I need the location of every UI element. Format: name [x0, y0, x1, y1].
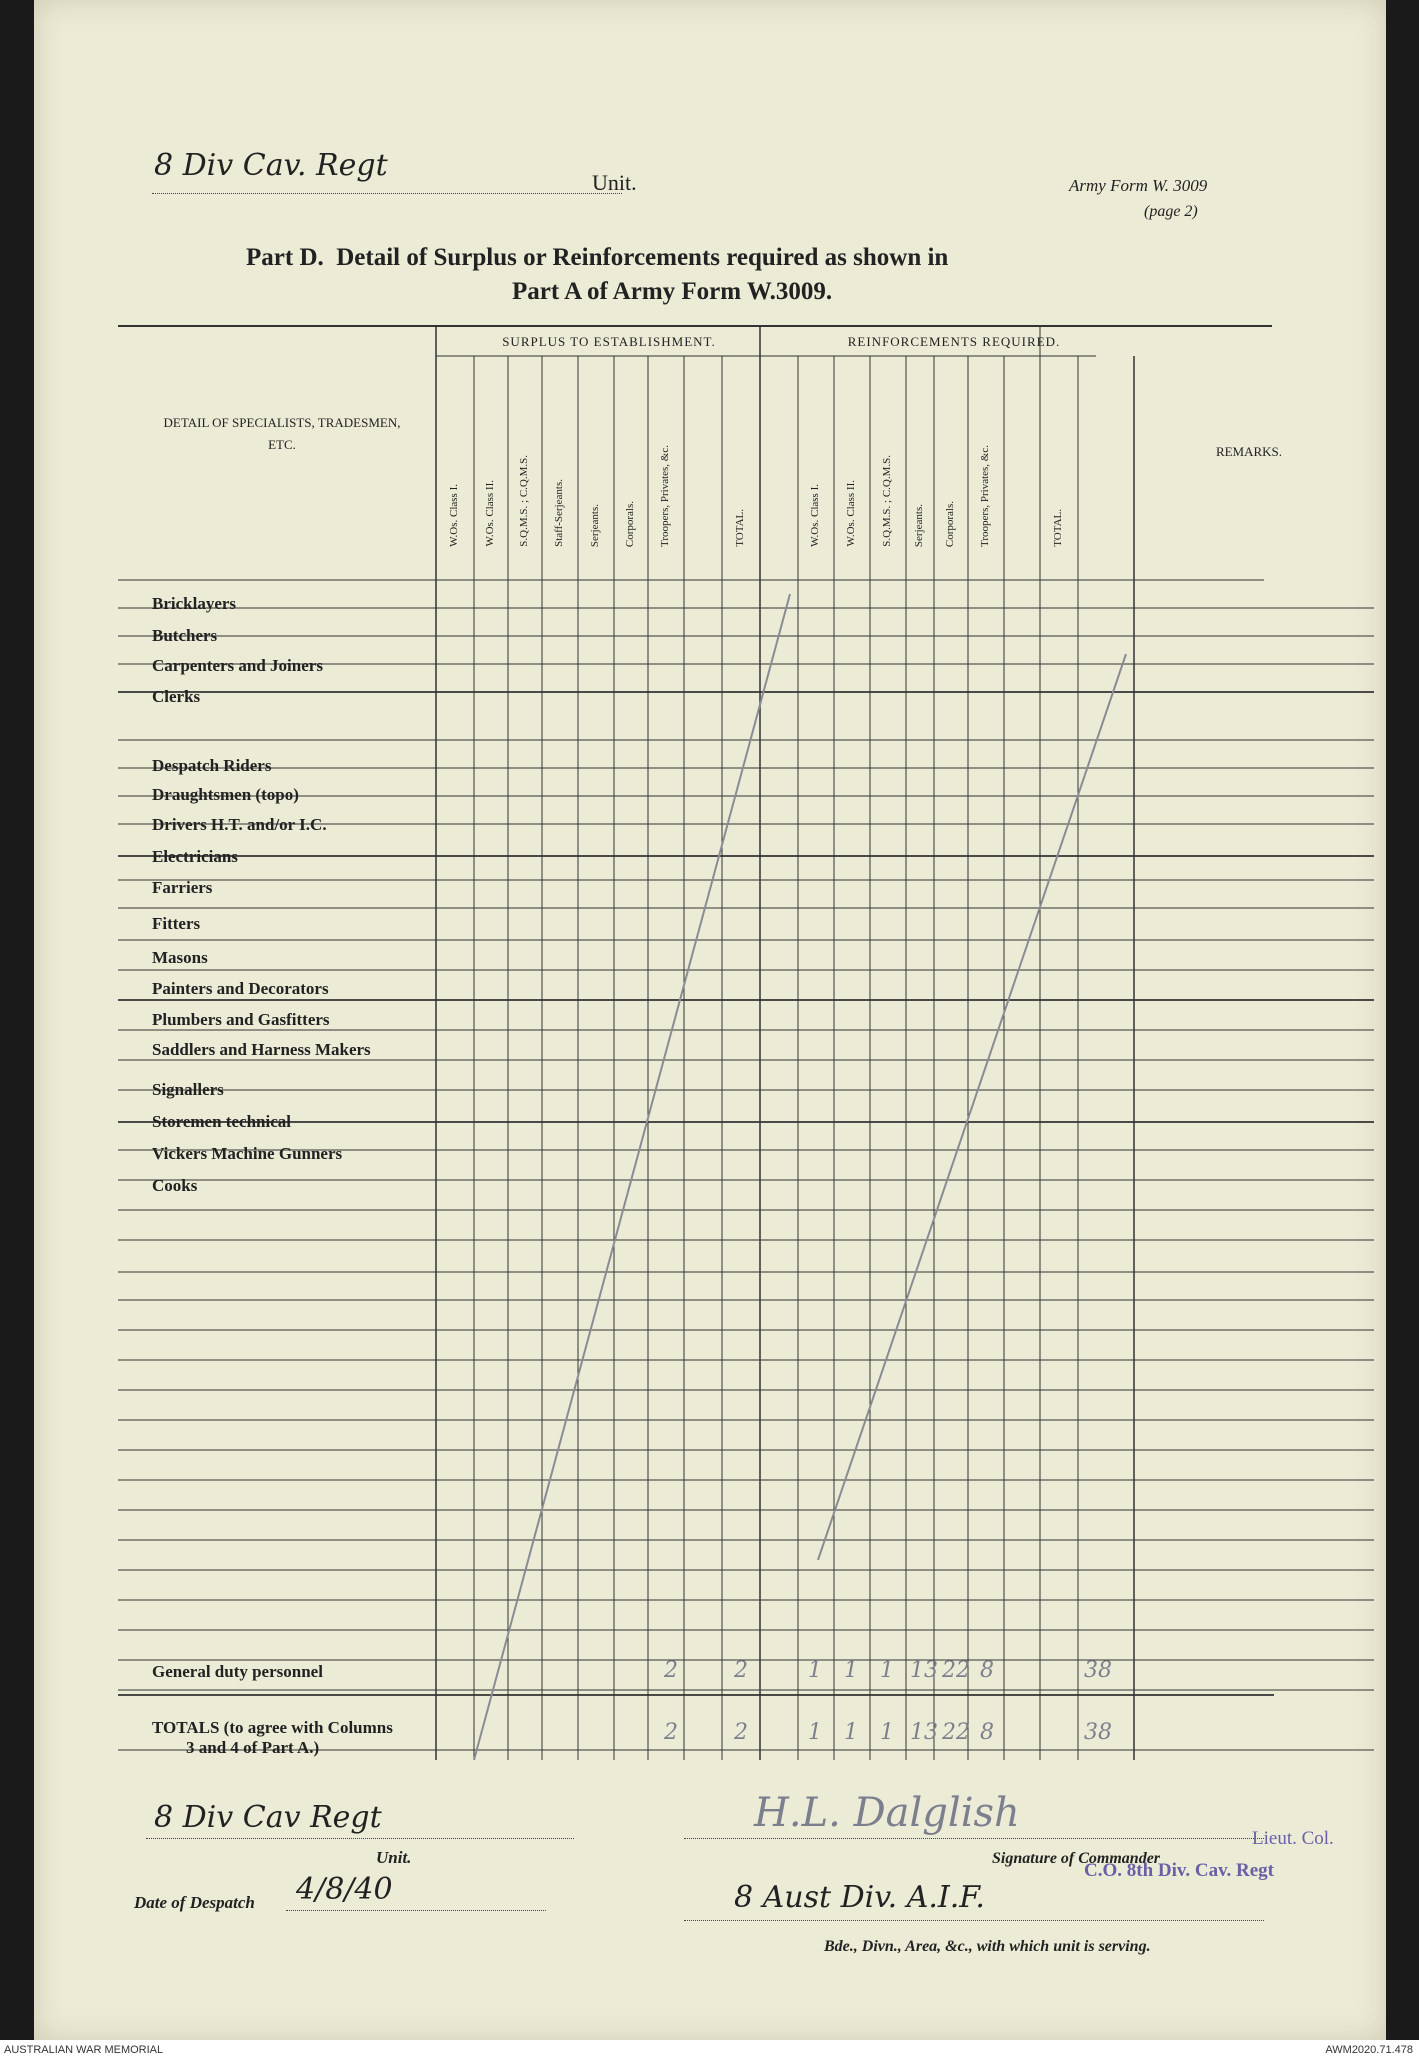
signature-label: Signature of Commander	[992, 1850, 1161, 1867]
reinforcement-col-label: Corporals.	[944, 500, 956, 547]
row-label: Butchers	[152, 626, 218, 645]
handwritten-entry: 38	[1084, 1658, 1112, 1683]
row-label: Signallers	[152, 1080, 224, 1099]
handwritten-entry: 2	[734, 1720, 748, 1745]
row-label: Plumbers and Gasfitters	[152, 1010, 330, 1029]
signature-handwritten: H.L. Dalglish	[754, 1790, 1020, 1836]
handwritten-entry: 2	[734, 1658, 748, 1683]
unit-label: Unit.	[592, 170, 637, 195]
reinforcement-col-label: TOTAL.	[1052, 509, 1064, 547]
reinforcement-header: REINFORCEMENTS REQUIRED.	[847, 334, 1061, 349]
footer-unit-line	[146, 1838, 574, 1839]
row-label: Vickers Machine Gunners	[152, 1144, 343, 1163]
date-line	[286, 1910, 546, 1911]
surplus-col-label: Troopers, Privates, &c.	[659, 445, 671, 547]
row-label: Storemen technical	[152, 1112, 291, 1131]
date-label: Date of Despatch	[134, 1893, 255, 1912]
title-line-1: Part D. Detail of Surplus or Reinforcements required as shown in	[246, 244, 949, 271]
handwritten-entry: 13	[910, 1720, 938, 1745]
row-label: Masons	[152, 948, 208, 967]
handwritten-entry: 1	[844, 1658, 858, 1683]
row-label: Painters and Decorators	[152, 979, 329, 998]
handwritten-entry: 1	[808, 1658, 822, 1683]
surplus-col-label: W.Os. Class II.	[484, 480, 496, 547]
bde-line	[684, 1920, 1264, 1921]
title-line-2: Part A of Army Form W.3009.	[512, 278, 833, 305]
surplus-col-label: S.Q.M.S. ; C.Q.M.S.	[518, 455, 530, 547]
row-label: Despatch Riders	[152, 756, 272, 775]
reinforcement-strikethrough	[818, 654, 1126, 1560]
form-sheet	[34, 0, 1386, 2040]
row-label: Saddlers and Harness Makers	[152, 1040, 371, 1059]
handwritten-entry: 1	[880, 1720, 894, 1745]
row-label: Clerks	[152, 687, 201, 706]
date-handwritten: 4/8/40	[296, 1872, 393, 1907]
row-label: Electricians	[152, 847, 238, 866]
row-label: Draughtsmen (topo)	[152, 785, 299, 804]
handwritten-entry: 2	[664, 1658, 678, 1683]
unit-handwritten: 8 Div Cav. Regt	[154, 148, 388, 183]
reinforcement-col-label: Serjeants.	[913, 503, 925, 547]
row-label: Carpenters and Joiners	[152, 656, 323, 675]
row-label: Cooks	[152, 1176, 198, 1195]
remarks-header: REMARKS.	[1215, 444, 1283, 459]
surplus-col-label: TOTAL.	[734, 509, 746, 547]
totals-label-2: 3 and 4 of Part A.)	[186, 1738, 320, 1757]
handwritten-entry: 1	[808, 1720, 822, 1745]
row-label: Drivers H.T. and/or I.C.	[152, 815, 327, 834]
handwritten-entry: 22	[942, 1658, 970, 1683]
surplus-header: SURPLUS TO ESTABLISHMENT.	[502, 334, 716, 349]
totals-label-1: TOTALS (to agree with Columns	[152, 1718, 393, 1737]
handwritten-entry: 1	[844, 1720, 858, 1745]
archive-footer	[0, 2040, 1419, 2061]
row-label: Fitters	[152, 914, 201, 933]
form-table-grid	[34, 0, 1386, 1760]
archive-left: AUSTRALIAN WAR MEMORIAL	[4, 2044, 164, 2056]
row-label: Farriers	[152, 878, 213, 897]
archive-right: AWM2020.71.478	[1325, 2044, 1413, 2056]
general-duty-label: General duty personnel	[152, 1662, 323, 1681]
surplus-col-label: Staff-Serjeants.	[553, 479, 565, 547]
bde-handwritten: 8 Aust Div. A.I.F.	[734, 1880, 985, 1915]
reinforcement-col-label: S.Q.M.S. ; C.Q.M.S.	[881, 455, 893, 547]
row-label: Bricklayers	[152, 594, 237, 613]
surplus-col-label: W.Os. Class I.	[448, 484, 460, 547]
stamp-line-1: Lieut. Col.	[1252, 1828, 1334, 1849]
bde-label: Bde., Divn., Area, &c., with which unit is serving.	[824, 1938, 1151, 1955]
reinforcement-col-label: Troopers, Privates, &c.	[979, 445, 991, 547]
handwritten-entry: 8	[980, 1720, 994, 1745]
handwritten-entry: 22	[942, 1720, 970, 1745]
form-name: Army Form W. 3009	[1069, 176, 1208, 195]
handwritten-entry: 8	[980, 1658, 994, 1683]
signature-line	[684, 1838, 1264, 1839]
footer-unit-handwritten: 8 Div Cav Regt	[154, 1800, 382, 1835]
detail-header: DETAIL OF SPECIALISTS, TRADESMEN, ETC.	[163, 415, 401, 452]
form-page: (page 2)	[1144, 203, 1198, 220]
surplus-strikethrough	[474, 594, 790, 1760]
reinforcement-col-label: W.Os. Class II.	[845, 480, 857, 547]
surplus-col-label: Serjeants.	[589, 503, 601, 547]
surplus-col-label: Corporals.	[624, 500, 636, 547]
handwritten-entry: 2	[664, 1720, 678, 1745]
stamp-line-2: C.O. 8th Div. Cav. Regt	[1084, 1860, 1274, 1881]
handwritten-entry: 1	[880, 1658, 894, 1683]
footer-unit-label: Unit.	[376, 1848, 412, 1867]
handwritten-entry: 13	[910, 1658, 938, 1683]
reinforcement-col-label: W.Os. Class I.	[809, 484, 821, 547]
handwritten-entry: 38	[1084, 1720, 1112, 1745]
